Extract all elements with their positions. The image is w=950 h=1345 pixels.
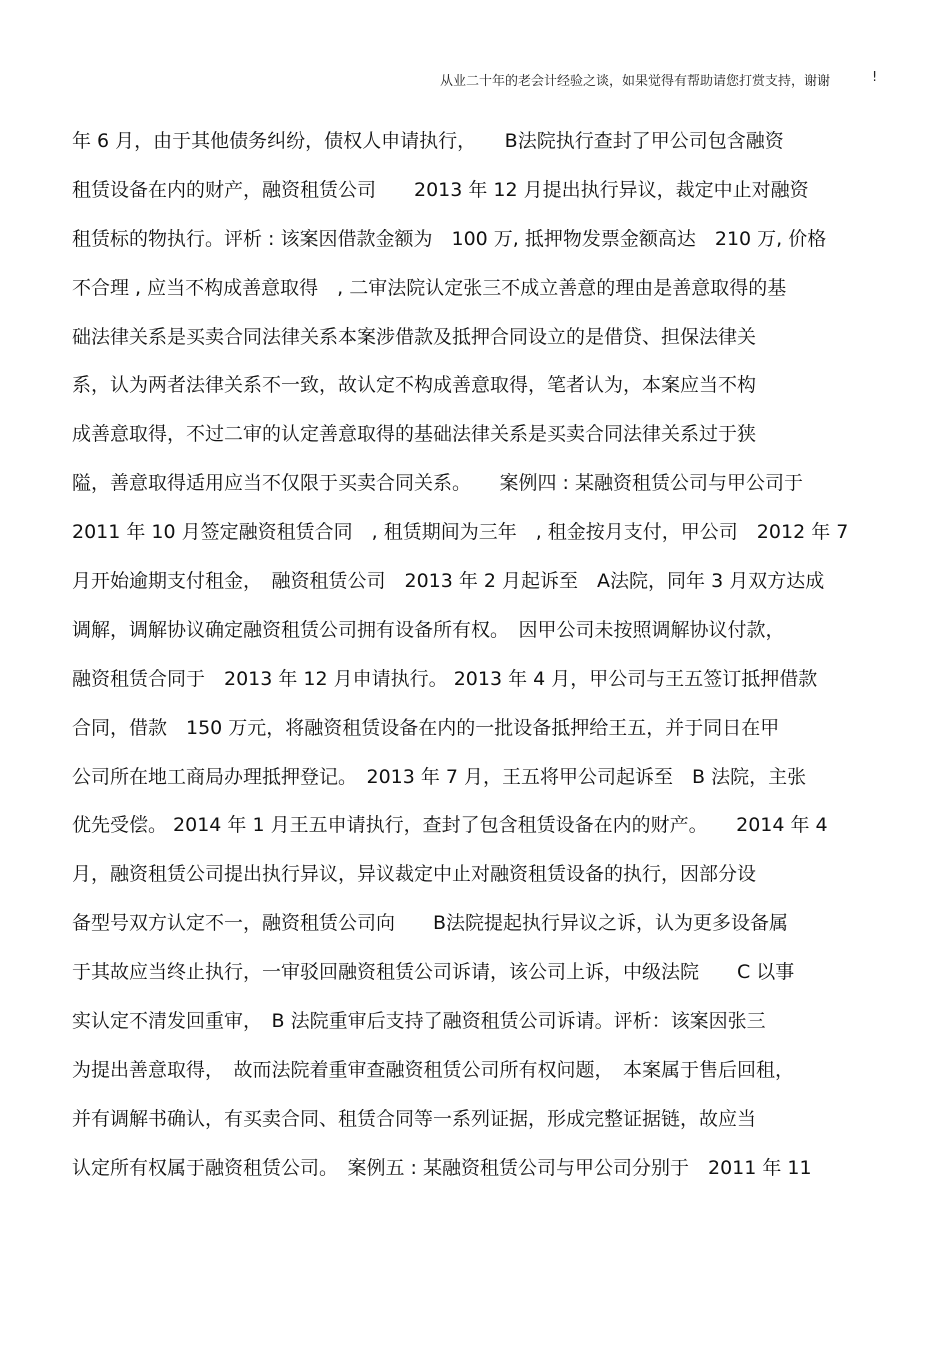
text-line: 租赁标的物执行。评析 : 该案因借款金额为 100 万, 抵押物发票金额高达 210 万, 价格 [72,227,827,250]
text-line: 备型号双方认定不一，融资租赁公司向 B法院提起执行异议之诉，认为更多设备属 [72,912,789,935]
text-line: 公司所在地工商局办理抵押登记。 2013 年 7 月，王五将甲公司起诉至 B 法院，主张 [72,765,807,788]
document-body [72,128,887,1204]
text-line: 月开始逾期支付租金， 融资租赁公司 2013 年 2 月起诉至 A法院，同年 3 月双方达成 [72,570,825,593]
text-line: 年 6 月，由于其他债务纠纷，债权人申请执行， B法院执行查封了甲公司包含融资 [72,130,784,152]
text-line: 为提出善意取得， 故而法院着重审查融资租赁公司所有权问题， 本案属于售后回租， [72,1058,795,1081]
text-line: 融资租赁合同于 2013 年 12 月申请执行。 2013 年 4 月，甲公司与王五签订抵押借款 [72,667,818,690]
text-line: 认定所有权属于融资租赁公司。 案例五 : 某融资租赁公司与甲公司分别于 2011 年 11 [72,1156,812,1179]
header-note: 从业二十年的老会计经验之谈，如果觉得有帮助请您打赏支持，谢谢 [440,74,831,89]
text-line: 月，融资租赁公司提出执行异议，异议裁定中止对融资租赁设备的执行，因部分设 [72,863,757,886]
text-line: 实认定不清发回重审， B 法院重审后支持了融资租赁公司诉请。评析：该案因张三 [72,1010,766,1033]
text-line: 于其故应当终止执行，一审驳回融资租赁公司诉请，该公司上诉，中级法院 C 以事 [72,961,795,984]
text-line: 并有调解书确认，有买卖合同、租赁合同等一系列证据，形成完整证据链，故应当 [72,1107,757,1130]
text-line: 2011 年 10 月签定融资租赁合同 , 租赁期间为三年 , 租金按月支付，甲公司 2012 年 7 [72,521,849,544]
text-line: 成善意取得，不过二审的认定善意取得的基础法律关系是买卖合同法律关系过于狭 [72,423,757,446]
text-line: 隘，善意取得适用应当不仅限于买卖合同关系。 案例四 : 某融资租赁公司与甲公司于 [72,472,803,495]
text-line: 础法律关系是买卖合同法律关系本案涉借款及抵押合同设立的是借贷、担保法律关 [72,325,757,348]
page-header [440,70,880,90]
header-exclamation: ! [872,70,878,85]
text-line: 系，认为两者法律关系不一致，故认定不构成善意取得，笔者认为，本案应当不构 [72,374,757,397]
text-line: 不合理 , 应当不构成善意取得 , 二审法院认定张三不成立善意的理由是善意取得的基 [72,276,787,299]
text-line: 优先受偿。 2014 年 1 月王五申请执行，查封了包含租赁设备在内的财产。 2014 年 4 [72,814,828,837]
text-line: 调解，调解协议确定融资租赁公司拥有设备所有权。 因甲公司未按照调解协议付款， [72,618,785,641]
text-line: 合同，借款 150 万元，将融资租赁设备在内的一批设备抵押给王五，并于同日在甲 [72,716,780,739]
text-line: 租赁设备在内的财产，融资租赁公司 2013 年 12 月提出执行异议，裁定中止对融资 [72,178,809,201]
